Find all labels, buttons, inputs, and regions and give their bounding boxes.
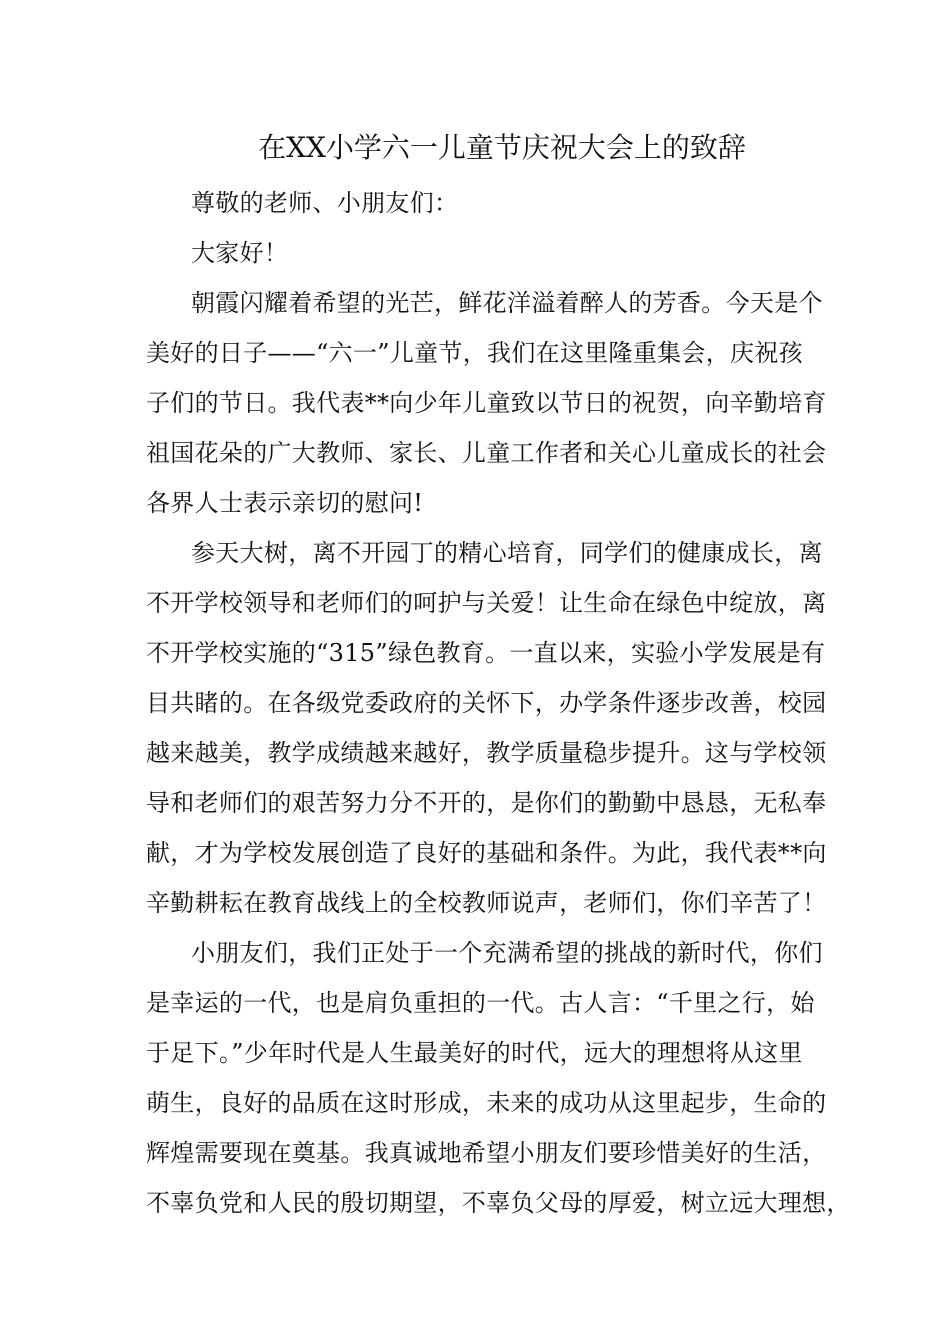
paragraph-line: 不辜负党和人民的殷切期望，不辜负父母的厚爱，树立远大理想，: [146, 1189, 851, 1217]
paragraph-line: 萌生，良好的品质在这时形成，未来的成功从这里起步，生命的: [146, 1089, 827, 1117]
paragraph-line: 子们的节日。我代表**向少年儿童致以节日的祝贺，向辛勤培育: [146, 389, 827, 417]
paragraph-line: 辉煌需要现在奠基。我真诚地希望小朋友们要珍惜美好的生活，: [146, 1139, 827, 1167]
paragraph-line: 不开学校实施的“315”绿色教育。一直以来，实验小学发展是有: [146, 639, 826, 667]
paragraph-line: 献，才为学校发展创造了良好的基础和条件。为此，我代表**向: [146, 839, 827, 867]
paragraph-line: 越来越美，教学成绩越来越好，教学质量稳步提升。这与学校领: [146, 739, 827, 767]
paragraph-line: 参天大树，离不开园丁的精心培育，同学们的健康成长，离: [191, 539, 823, 567]
paragraph-line: 导和老师们的艰苦努力分不开的，是你们的勤勤中恳恳，无私奉: [146, 789, 827, 817]
paragraph-line: 祖国花朵的广大教师、家长、儿童工作者和关心儿童成长的社会: [146, 439, 827, 467]
paragraph-line: 各界人士表示亲切的慰问!: [146, 489, 424, 517]
paragraph-line: 小朋友们，我们正处于一个充满希望的挑战的新时代，你们: [191, 939, 823, 967]
greeting: 大家好！: [191, 239, 289, 267]
paragraph-line: 美好的日子——“六一”儿童节，我们在这里隆重集会，庆祝孩: [146, 339, 803, 367]
paragraph-line: 朝霞闪耀着希望的光芒，鲜花洋溢着醉人的芳香。今天是个: [191, 289, 823, 317]
document-title: 在XX小学六一儿童节庆祝大会上的致辞: [258, 131, 746, 164]
paragraph-line: 于足下。”少年时代是人生最美好的时代，远大的理想将从这里: [146, 1039, 803, 1067]
paragraph-line: 是幸运的一代，也是肩负重担的一代。古人言：“千里之行，始: [146, 989, 815, 1017]
salutation: 尊敬的老师、小朋友们：: [191, 189, 459, 217]
paragraph-line: 不开学校领导和老师们的呵护与关爱！让生命在绿色中绽放，离: [146, 589, 827, 617]
paragraph-line: 目共睹的。在各级党委政府的关怀下，办学条件逐步改善，校园: [146, 689, 827, 717]
paragraph-line: 辛勤耕耘在教育战线上的全校教师说声，老师们，你们辛苦了！: [146, 889, 827, 917]
